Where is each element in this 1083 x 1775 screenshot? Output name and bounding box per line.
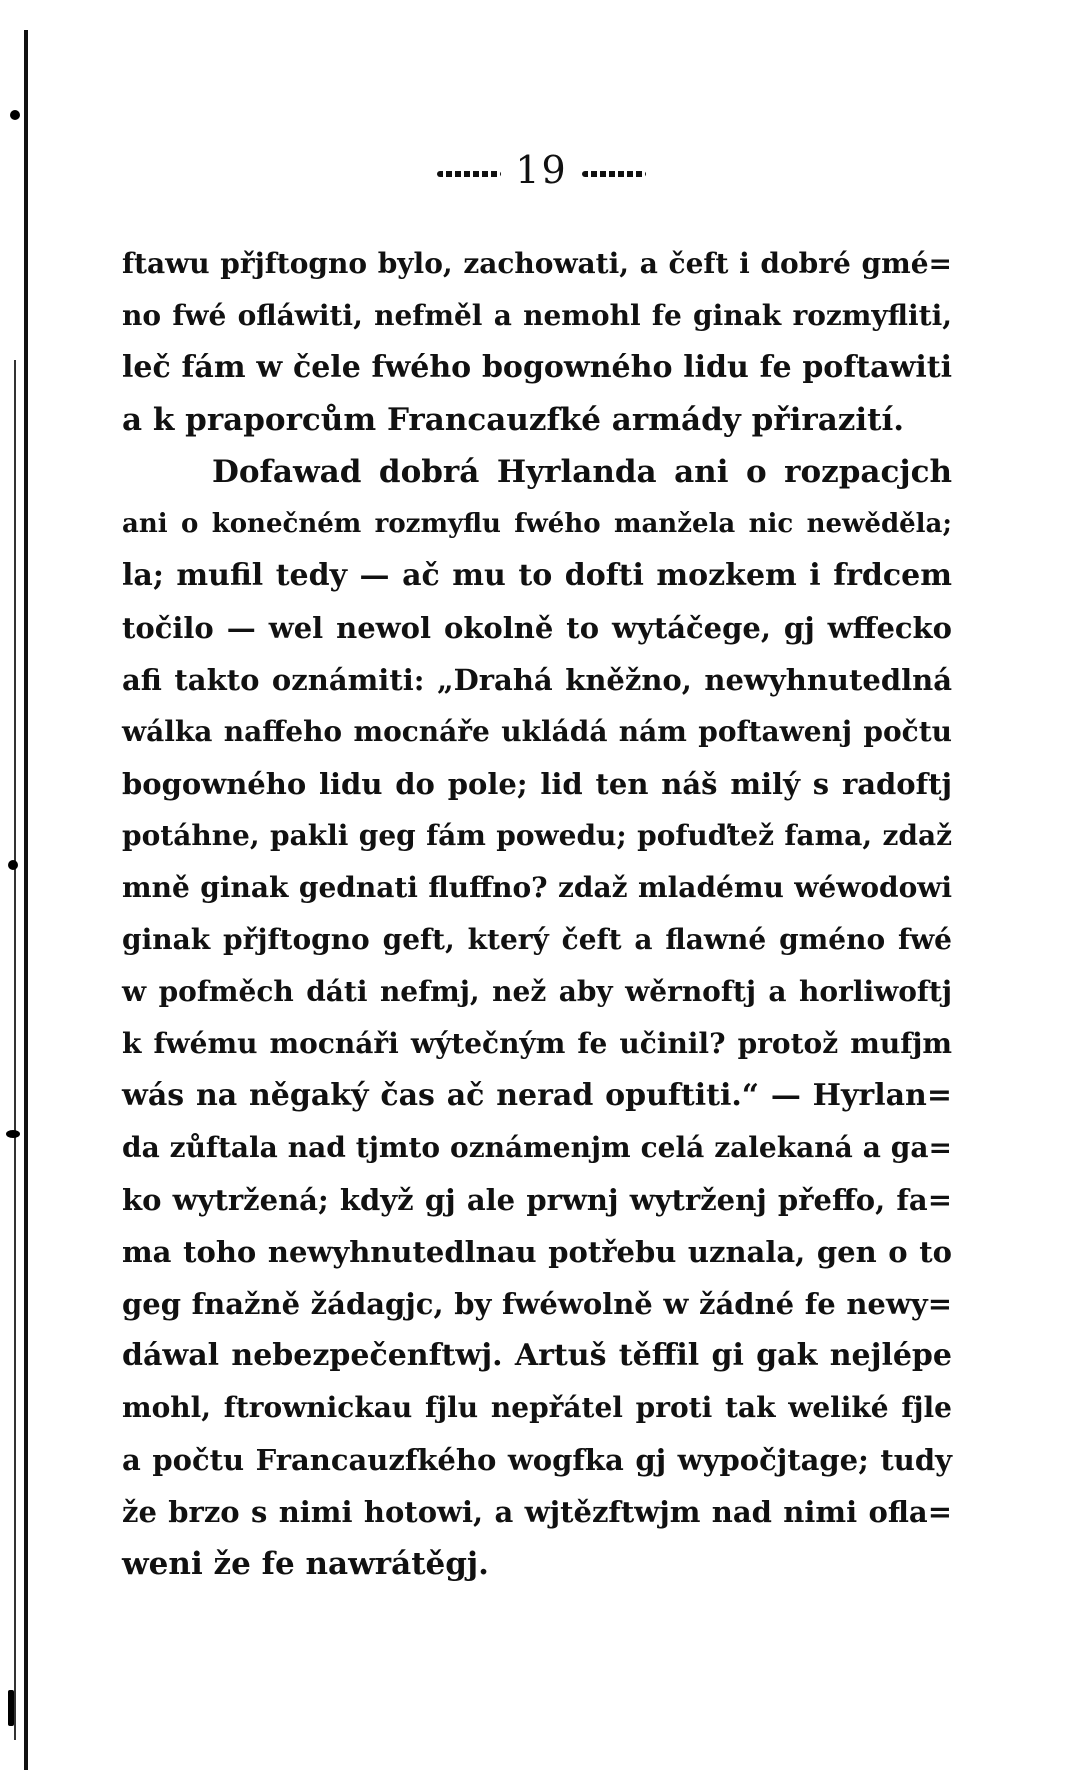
ornament-left	[437, 171, 501, 177]
binding-mark	[8, 860, 18, 870]
text-line: ani o konečném rozmyflu fwého manžela nic newěděla;	[122, 509, 952, 539]
text-line: točilo — wel newol okolně to wytáčege, gj wffecko	[122, 611, 952, 645]
binding-edge	[0, 0, 38, 1775]
binding-mark	[10, 110, 20, 120]
binding-mark	[6, 1130, 20, 1138]
text-line: w pofměch dáti nefmj, než aby wěrnoftj a horliwoftj	[122, 975, 952, 1008]
text-line: wálka naffeho mocnáře ukládá nám poftawenj počtu	[122, 715, 952, 748]
text-line: mohl, ftrownickau fjlu nepřátel proti tak weliké fjle	[122, 1391, 952, 1424]
binding-mark	[8, 1690, 14, 1726]
text-line: da zůftala nad tjmto oznámenjm celá zalekaná a ga=	[122, 1131, 952, 1164]
text-line: Dofawad dobrá Hyrlanda ani o rozpacjch	[212, 454, 952, 490]
text-line: afi takto oznámiti: „Drahá kněžno, newyhnutedlná	[122, 663, 952, 697]
text-line: k fwému mocnáři wýtečným fe učinil? protož mufjm	[122, 1027, 952, 1060]
text-line: potáhne, pakli geg fám powedu; pofuďtež fama, zdaž	[122, 819, 952, 852]
binding-inner-line	[14, 360, 16, 1740]
text-line: weni že fe nawrátěgj.	[122, 1546, 489, 1582]
text-line: la; mufil tedy — ač mu to dofti mozkem i frdcem	[122, 558, 952, 593]
body-text	[122, 238, 952, 1590]
text-line: bogowného lidu do pole; lid ten náš milý s radoftj	[122, 767, 952, 801]
text-line: že brzo s nimi hotowi, a wjtězftwjm nad nimi ofla=	[122, 1495, 952, 1529]
text-line: no fwé ofláwiti, nefměl a nemohl fe ginak rozmyfliti,	[122, 299, 952, 332]
text-line: geg fnažně žádagjc, by fwéwolně w žádné fe newy=	[122, 1287, 952, 1321]
text-line: ginak přjftogno geft, který čeft a flawné gméno fwé	[122, 923, 952, 956]
ornament-right	[582, 171, 646, 177]
text-line: ftawu přjftogno bylo, zachowati, a čeft i dobré gmé=	[122, 247, 952, 280]
text-line: a k praporcům Francauzfké armády přirazití.	[122, 402, 905, 438]
page-number: 19	[515, 148, 568, 192]
page-header	[0, 148, 1083, 192]
text-line: mně ginak gednati fluffno? zdaž mladému wéwodowi	[122, 871, 952, 904]
text-line: a počtu Francauzfkého wogfka gj wypočjtage; tudy	[122, 1443, 952, 1477]
text-line: ma toho newyhnutedlnau potřebu uznala, gen o to	[122, 1235, 952, 1269]
text-line: dáwal nebezpečenftwj. Artuš těffil gi gak nejlépe	[122, 1338, 952, 1373]
text-line: leč fám w čele fwého bogowného lidu fe poftawiti	[122, 350, 952, 385]
binding-shadow-line	[24, 30, 28, 1770]
text-line: wás na něgaký čas ač nerad opuftiti.“ — Hyrlan=	[122, 1078, 952, 1113]
text-line: ko wytržená; když gj ale prwnj wytrženj přeffo, fa=	[122, 1183, 952, 1217]
